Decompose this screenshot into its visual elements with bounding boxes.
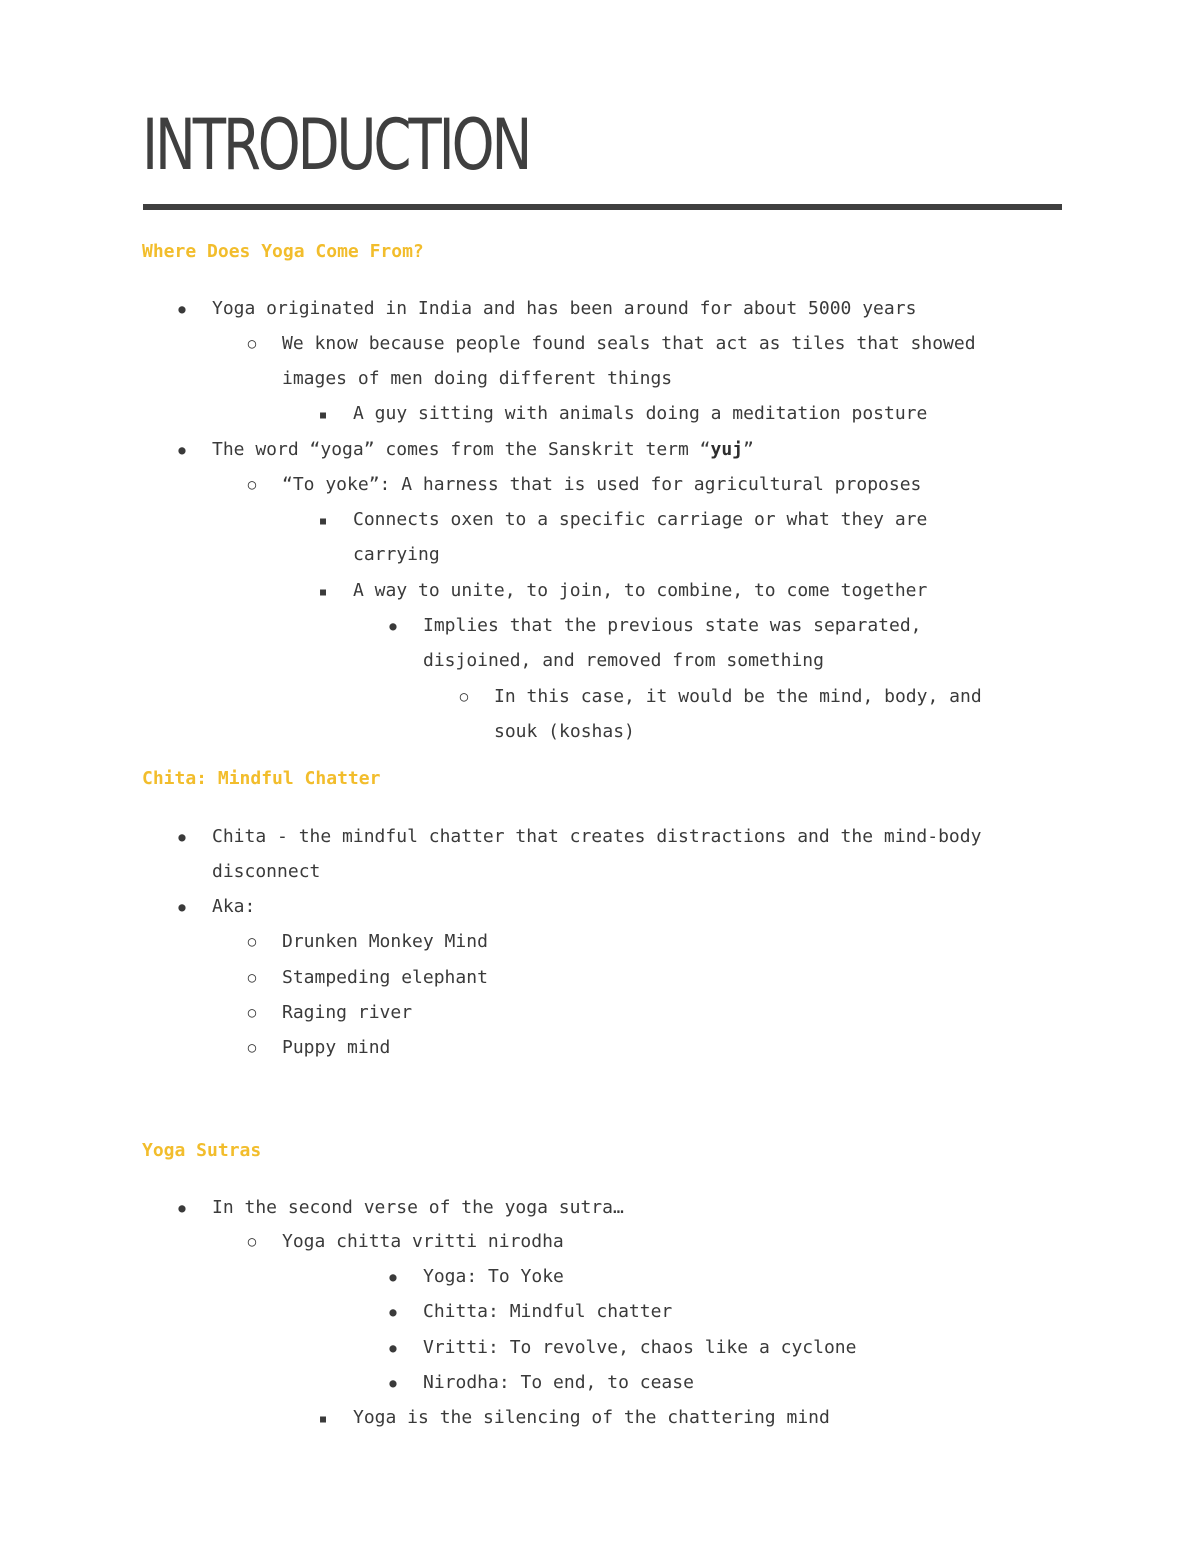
disc-bullet-icon xyxy=(174,825,190,849)
list-item-continuation: disjoined, and removed from something xyxy=(423,650,824,671)
circle-bullet-icon xyxy=(244,1036,260,1060)
circle-bullet-icon xyxy=(244,930,260,954)
list-item: Yoga chitta vritti nirodha xyxy=(282,1231,564,1252)
circle-bullet-icon xyxy=(244,1230,260,1254)
list-item: “To yoke”: A harness that is used for agricultural proposes xyxy=(282,474,922,495)
disc-bullet-icon xyxy=(385,1371,401,1395)
list-item: Nirodha: To end, to cease xyxy=(423,1372,694,1393)
circle-bullet-icon xyxy=(244,473,260,497)
list-item: A way to unite, to join, to combine, to come together xyxy=(353,580,928,601)
list-item: Yoga is the silencing of the chattering mind xyxy=(353,1407,830,1428)
heading-where-does-yoga-come-from: Where Does Yoga Come From? xyxy=(142,241,424,262)
circle-bullet-icon xyxy=(244,1001,260,1025)
list-item: Yoga originated in India and has been around for about 5000 years xyxy=(212,298,917,319)
disc-bullet-icon xyxy=(385,1336,401,1360)
document-title: INTRODUCTION xyxy=(142,104,530,186)
list-item: In this case, it would be the mind, body, and xyxy=(494,686,982,707)
list-item: Connects oxen to a specific carriage or what they are xyxy=(353,509,928,530)
bold-term-yuj: yuj xyxy=(710,439,744,460)
list-item: A guy sitting with animals doing a meditation posture xyxy=(353,403,928,424)
list-item: Chitta: Mindful chatter xyxy=(423,1301,673,1322)
list-item: In the second verse of the yoga sutra… xyxy=(212,1197,624,1218)
list-item-continuation: souk (koshas) xyxy=(494,721,635,742)
list-item xyxy=(212,438,754,462)
disc-bullet-icon xyxy=(174,438,190,462)
list-item: Drunken Monkey Mind xyxy=(282,931,488,952)
list-item: Implies that the previous state was separated, xyxy=(423,615,922,636)
square-bullet-icon xyxy=(315,579,331,605)
disc-bullet-icon xyxy=(385,1265,401,1289)
square-bullet-icon xyxy=(315,402,331,428)
text-segment: The word “yoga” comes from the Sanskrit term “ xyxy=(212,439,711,460)
title-divider xyxy=(143,204,1062,210)
disc-bullet-icon xyxy=(174,297,190,321)
circle-bullet-icon xyxy=(456,685,472,709)
text-segment: ” xyxy=(743,439,754,460)
disc-bullet-icon xyxy=(385,614,401,638)
list-item: Yoga: To Yoke xyxy=(423,1266,564,1287)
circle-bullet-icon xyxy=(244,332,260,356)
square-bullet-icon xyxy=(315,1406,331,1432)
list-item: Vritti: To revolve, chaos like a cyclone xyxy=(423,1337,857,1358)
list-item: Puppy mind xyxy=(282,1037,391,1058)
list-item-continuation: carrying xyxy=(353,544,440,565)
list-item: Raging river xyxy=(282,1002,413,1023)
heading-yoga-sutras: Yoga Sutras xyxy=(142,1140,262,1161)
circle-bullet-icon xyxy=(244,966,260,990)
list-item-continuation: disconnect xyxy=(212,861,321,882)
heading-chita-mindful-chatter: Chita: Mindful Chatter xyxy=(142,768,381,789)
list-item-continuation: images of men doing different things xyxy=(282,368,673,389)
list-item: Stampeding elephant xyxy=(282,967,488,988)
list-item: We know because people found seals that act as tiles that showed xyxy=(282,333,976,354)
list-item: Chita - the mindful chatter that creates distractions and the mind-body xyxy=(212,826,982,847)
disc-bullet-icon xyxy=(174,895,190,919)
disc-bullet-icon xyxy=(174,1196,190,1220)
list-item: Aka: xyxy=(212,896,256,917)
disc-bullet-icon xyxy=(385,1300,401,1324)
square-bullet-icon xyxy=(315,508,331,534)
